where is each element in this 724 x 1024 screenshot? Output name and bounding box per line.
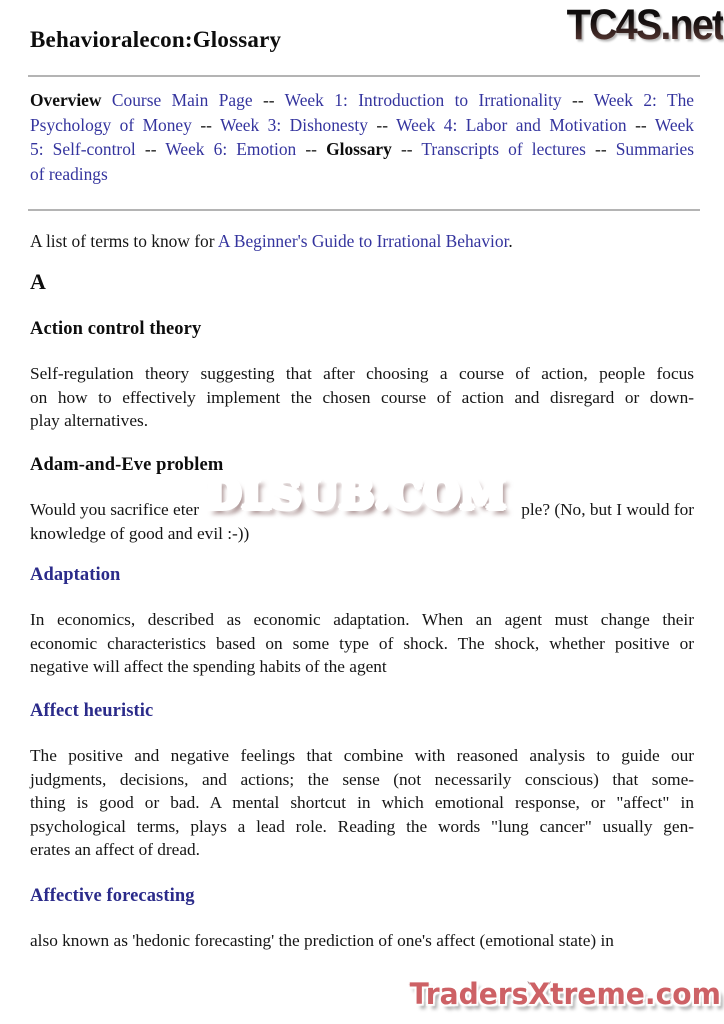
text-segment: -- (585, 139, 616, 160)
overview-nav (30, 88, 694, 186)
paragraph-line: erates an affect of dread. (30, 840, 200, 860)
paragraph-line: thing is good or bad. A mental shortcut in which emotional response, or "affect" in (30, 793, 694, 813)
term-heading-affective-forecasting: Affective forecasting (30, 886, 195, 906)
dlsub-watermark: DLSUB.COM (205, 470, 507, 518)
text-segment: -- (252, 90, 285, 110)
overview-line (30, 113, 694, 138)
text-segment: . (508, 231, 513, 251)
term-heading-adaptation: Adaptation (30, 565, 121, 585)
overview-line (30, 137, 694, 162)
text-segment: ple? (No, but I would for (521, 500, 694, 519)
paragraph-line: psychological terms, plays a lead role. Reading the words "lung cancer" usually gen- (30, 816, 694, 836)
text-segment: -- (135, 139, 166, 160)
term-heading-affect-heuristic: Affect heuristic (30, 701, 154, 721)
text-segment: -- (561, 90, 594, 110)
paragraph-line: also known as 'hedonic forecasting' the prediction of one's affect (emotional state) in (30, 931, 614, 950)
text-segment: Would you sacrifice eter (30, 500, 199, 519)
paragraph-line: In economics, described as economic adaptation. When an agent must change their (30, 610, 694, 629)
paragraph-line (30, 470, 694, 522)
page-title: Behavioralecon:Glossary (30, 27, 282, 52)
text-segment: -- (391, 139, 422, 160)
link-week-4-labor-and-motivation[interactable]: Week 4: Labor and Motivation (396, 114, 627, 135)
definition-paragraph (30, 744, 694, 862)
definition-paragraph (30, 608, 694, 679)
text-segment: -- (367, 114, 397, 135)
link-week-3-dishonesty[interactable]: Week 3: Dishonesty (220, 114, 368, 135)
link-course-main-page[interactable]: Course Main Page (111, 90, 253, 110)
text-segment: A list of terms to know for (30, 231, 218, 251)
paragraph-line: negative will affect the spending habits of the agent (30, 657, 387, 677)
tradersxtreme-logo: TradersXtreme.com (409, 977, 721, 1011)
link-a-beginner-s-guide-to-irrational-behavio[interactable]: A Beginner's Guide to Irrational Behavior (217, 231, 509, 251)
paragraph-line: on how to effectively implement the chosen course of action and disregard or down- (30, 387, 694, 407)
link-summaries[interactable]: Summaries (615, 139, 695, 160)
paragraph-line: play alternatives. (30, 411, 149, 431)
link-of-readings[interactable]: of readings (30, 163, 108, 184)
overview-line (30, 162, 694, 187)
link-transcripts-of-lectures[interactable]: Transcripts of lectures (421, 139, 586, 160)
term-heading-adam-and-eve-problem: Adam-and-Eve problem (30, 455, 224, 475)
paragraph-line: judgments, decisions, and actions; the sense (not necessarily conscious) that some- (30, 769, 694, 789)
link-week-6-emotion[interactable]: Week 6: Emotion (165, 139, 297, 160)
text-segment: -- (191, 114, 221, 135)
paragraph-line: knowledge of good and evil :-)) (30, 523, 250, 543)
link-psychology-of-money[interactable]: Psychology of Money (30, 114, 192, 135)
link-week-1-introduction-to-irrationality[interactable]: Week 1: Introduction to Irrationality (284, 90, 562, 110)
text-segment: Overview (30, 90, 112, 110)
definition-paragraph (30, 929, 694, 953)
overview-line (30, 88, 694, 113)
text-segment: -- (296, 139, 327, 160)
definition-paragraph (30, 362, 694, 433)
definition-paragraph-watermarked (30, 470, 694, 545)
divider-overview (28, 209, 700, 211)
paragraph-line: economic characteristics based on some type of shock. The shock, whether positive or (30, 633, 694, 653)
text-segment: Glossary (326, 139, 392, 160)
letter-heading-a: A (30, 269, 46, 294)
text-segment: -- (626, 114, 655, 135)
paragraph-line: The positive and negative feelings that combine with reasoned analysis to guide our (30, 746, 694, 765)
link-5-self-control[interactable]: 5: Self-control (30, 139, 136, 160)
link-week[interactable]: Week (654, 114, 694, 135)
link-week-2-the[interactable]: Week 2: The (593, 90, 695, 110)
divider-top (28, 75, 700, 77)
term-heading-action-control-theory: Action control theory (30, 319, 202, 339)
intro-line (30, 230, 694, 253)
paragraph-line: Self-regulation theory suggesting that after choosing a course of action, people focus (30, 364, 694, 383)
tc4s-logo: TC4S.net (566, 1, 723, 49)
